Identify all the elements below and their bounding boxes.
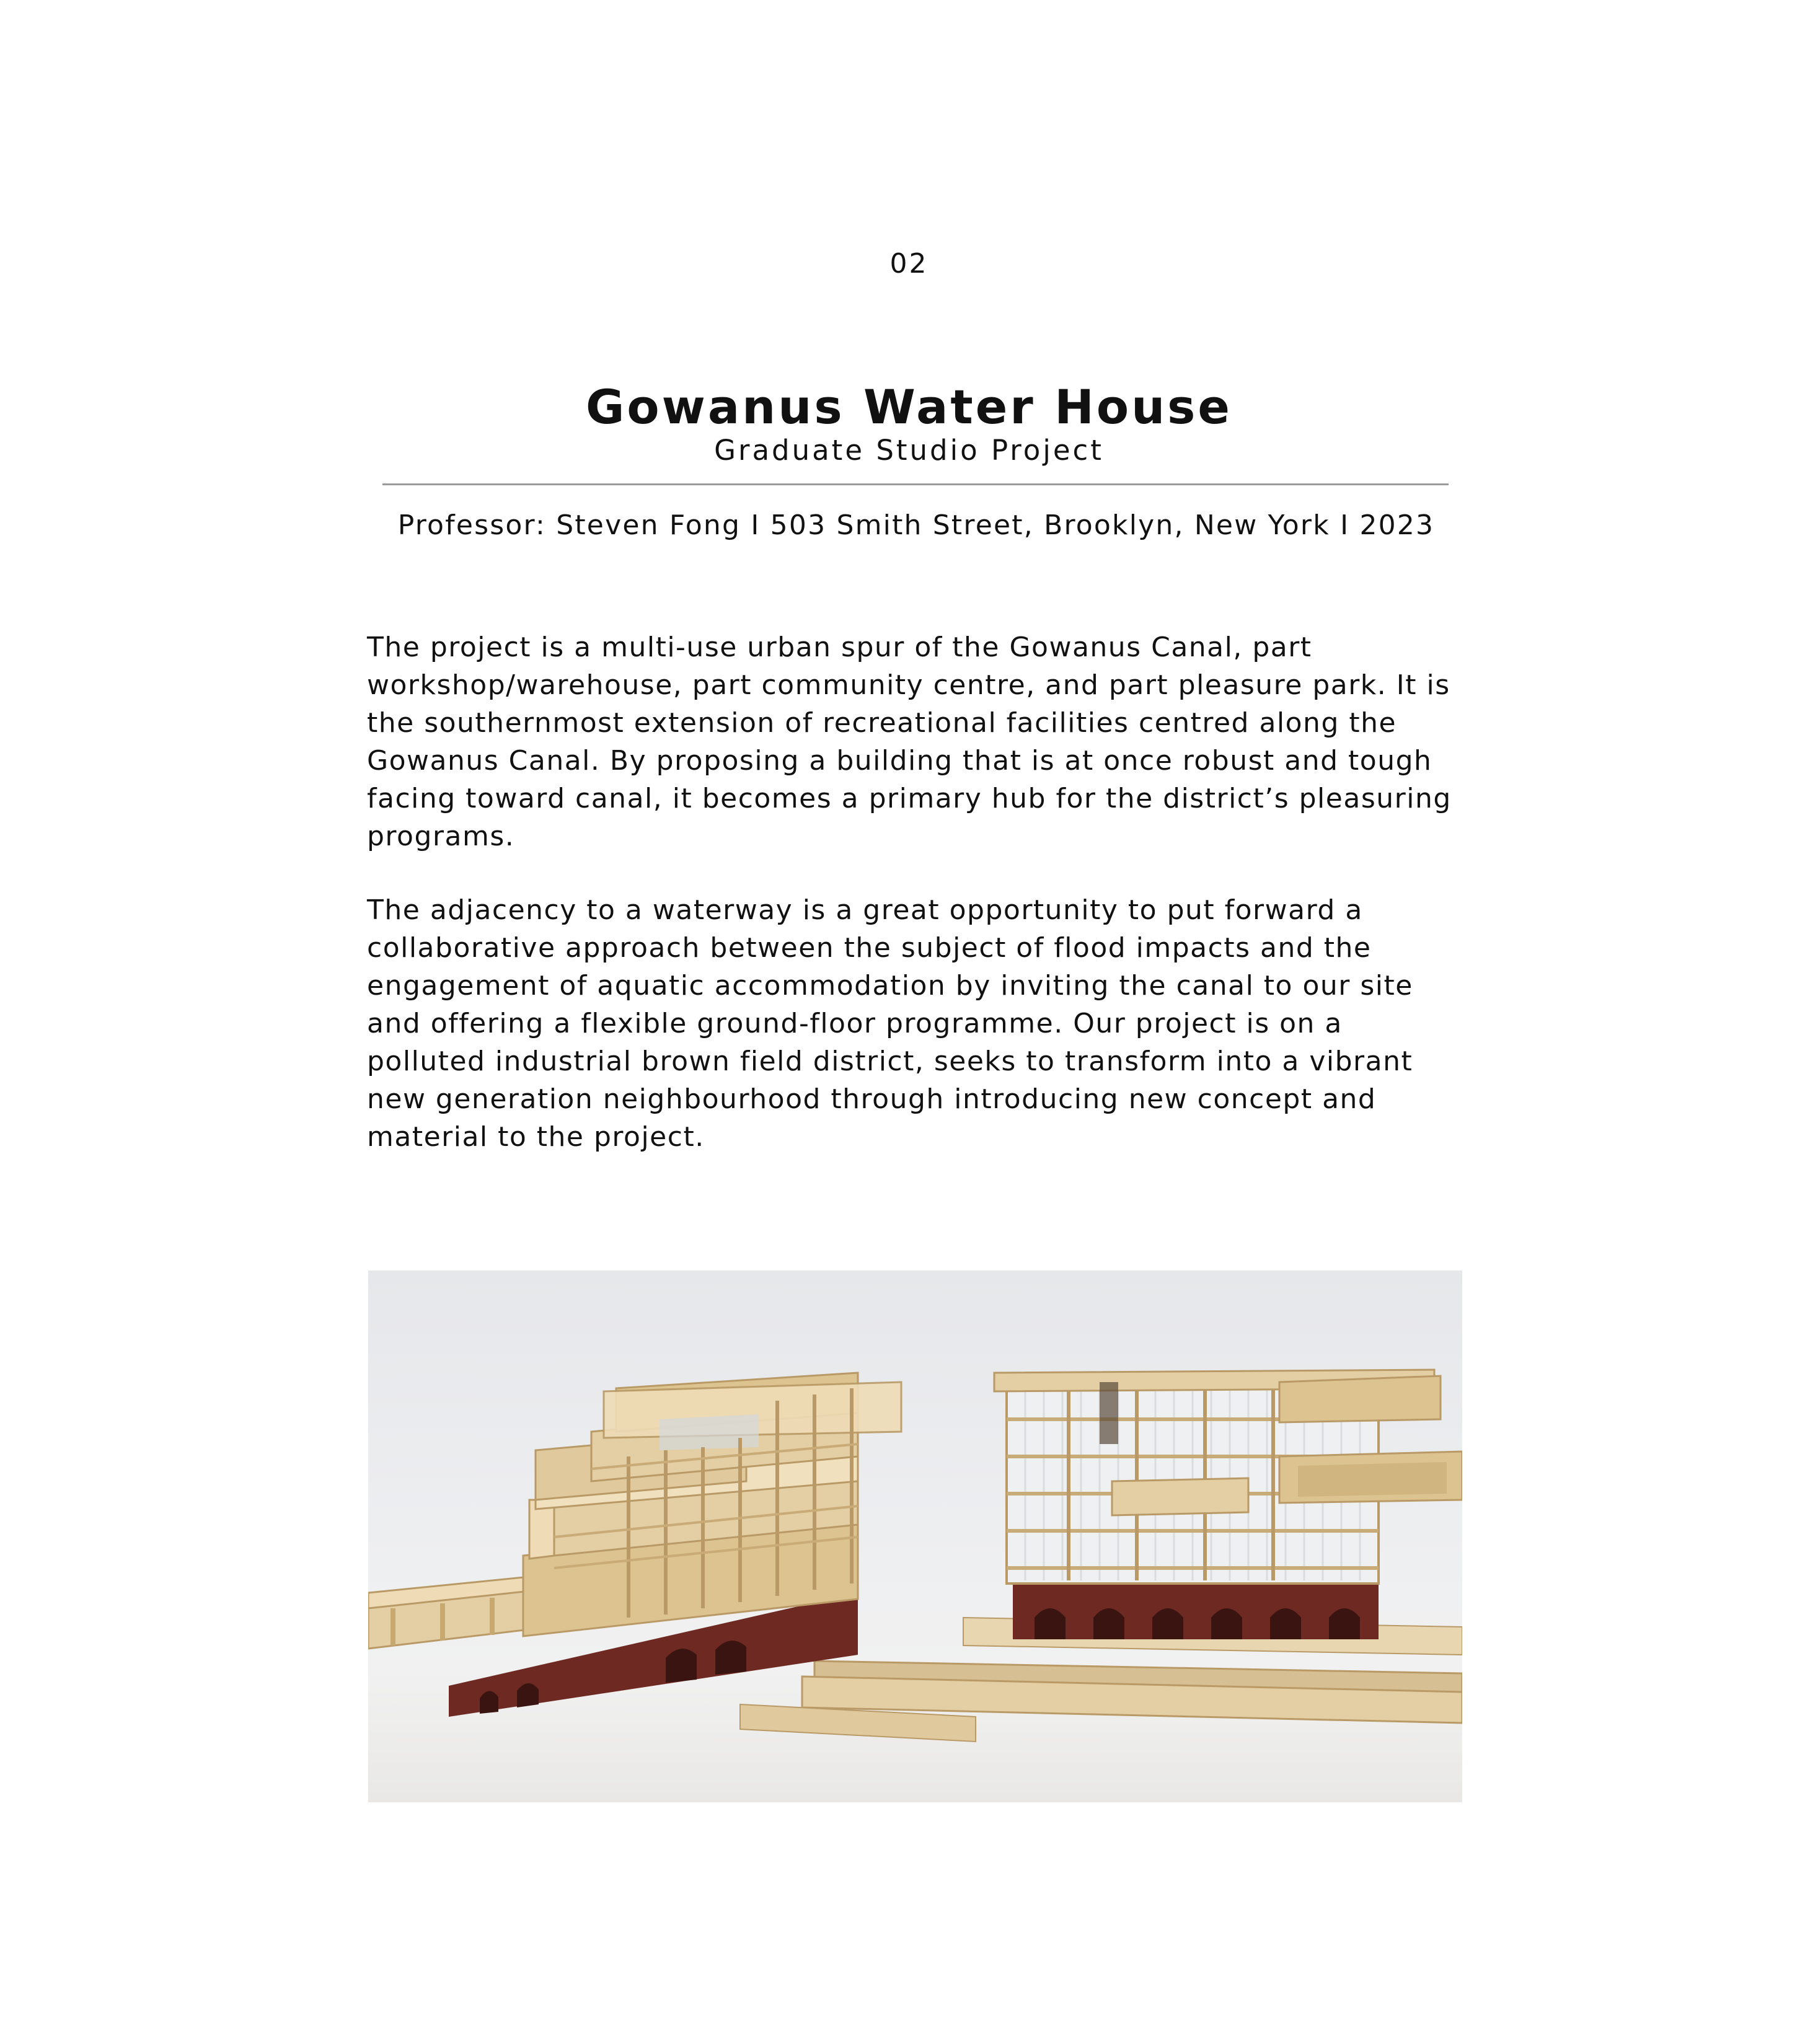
architectural-model-photo (368, 1271, 1462, 1802)
title-divider (382, 483, 1449, 485)
description-paragraph-2: The adjacency to a waterway is a great opportunity to put forward a collaborative approach between the subject of flood impacts and the engagement of aquatic accommodation by inviting the canal to our site and offering a flexible ground-floor programme. Our project is on a polluted industrial brown field district, seeks to transform into a vibrant new generation neighbourhood through introducing new concept and material to the project. (367, 894, 1413, 1153)
project-info-line: Professor: Steven Fong I 503 Smith Street, Brooklyn, New York I 2023 (397, 509, 1435, 541)
page-number: 02 (889, 248, 929, 280)
project-subtitle: Graduate Studio Project (714, 434, 1104, 467)
description-paragraph-1: The project is a multi-use urban spur of the Gowanus Canal, part workshop/warehouse, part community centre, and part pleasure park. It is the southernmost extension of recreational facilities centred along the Gowanus Canal. By proposing a building that is at once robust and tough facing toward canal, it becomes a primary hub for the district’s pleasuring programs. (367, 632, 1452, 852)
project-title: Gowanus Water House (586, 379, 1232, 434)
